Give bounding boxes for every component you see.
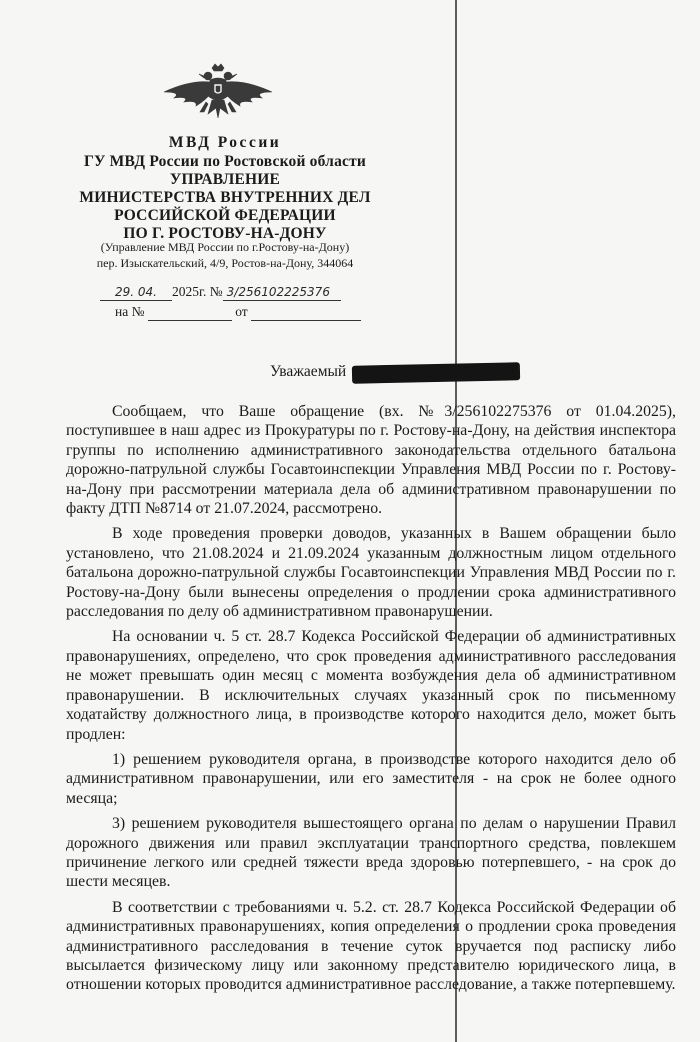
header-line-short-name: (Управление МВД России по г.Ростову-на-Дону) (100, 240, 350, 254)
header-line-address: пер. Изыскательский, 4/9, Ростов-на-Дону, 344064 (96, 256, 354, 270)
reference-line (115, 304, 361, 321)
reference-from-label: от (235, 304, 248, 319)
handwritten-outgoing-number: 3/256102225376 (223, 285, 341, 301)
header-line-city: ПО Г. РОСТОВУ-НА-ДОНУ (123, 225, 327, 242)
header-line-directorate: УПРАВЛЕНИЕ (169, 171, 281, 188)
salutation-end: ! (516, 363, 522, 380)
paragraph-inspection-findings: В ходе проведения проверки доводов, указанных в Вашем обращении было установлено, что 21.08.2024 и 21.09.2024 указанным должностным лицом отдельного батальона дорожно-патрульной службы Госавтоинспекции Управления МВД России по г. Ростову-на-Дону были вынесены определения о продлении срока административного расследования по делу об административном правонарушении. (66, 525, 676, 621)
handwritten-date: 29. 04. (100, 285, 172, 301)
header-line-regional-directorate: ГУ МВД России по Ростовской области (83, 153, 367, 170)
outgoing-date-number-line (100, 284, 341, 301)
paragraph-legal-basis: На основании ч. 5 ст. 28.7 Кодекса Российской Федерации об административных правонарушениях, определено, что срок проведения административного расследования не может превышать один месяц с момента возбуждения дела об административном правонарушении. В исключительных случаях указанный срок по письменному ходатайству должностного лица, в производстве которого находится дело, может быть продлен: (66, 628, 676, 743)
redacted-name (352, 362, 520, 384)
reference-date-blank (251, 304, 361, 321)
letter-body (66, 402, 676, 1001)
salutation: Уважаемый (270, 363, 347, 380)
paragraph-extension-item-1: 1) решением руководителя органа, в производстве которого находится дело об административном правонарушении, или его заместителя - на срок не более одного месяца; (66, 750, 676, 807)
year-number-label: 2025г. № (172, 284, 223, 299)
paragraph-notification-requirement: В соответствии с требованиями ч. 5.2. ст. 28.7 Кодекса Российской Федерации об административных правонарушениях, копия определения о продлении срока проведения административного расследования в течение суток вручается под расписку либо высылается физическому лицу или законному представителю юридического лица, в отношении которых проводится административное расследование, а также потерпевшему. (66, 898, 676, 994)
double-headed-eagle-emblem-icon (160, 62, 276, 130)
header-line-ministry: МВД России (168, 134, 282, 151)
paragraph-appeal-received: Сообщаем, что Ваше обращение (вх. №3/256102275376 от 01.04.2025), поступившее в наш адрес из Прокуратуры по г. Ростову-на-Дону, на действия инспектора группы по исполнению административного законодательства отдельного батальона дорожно-патрульной службы Госавтоинспекции Управления МВД России по г. Ростову-на-Дону при рассмотрении материала дела об административном правонарушении по факту ДТП №8714 от 21.07.2024, рассмотрено. (66, 403, 676, 518)
reference-number-blank (148, 304, 232, 321)
header-line-ministry-full: МИНИСТЕРСТВА ВНУТРЕННИХ ДЕЛ (79, 189, 371, 206)
reference-number-label: на № (115, 304, 145, 319)
paragraph-extension-item-3: 3) решением руководителя вышестоящего органа по делам о нарушении Правил дорожного движения или правил эксплуатации транспортного средства, повлекшем причинение легкого или средней тяжести вреда здоровью потерпевшего, - на срок до шести месяцев. (66, 815, 676, 891)
header-line-federation: РОССИЙСКОЙ ФЕДЕРАЦИИ (114, 207, 336, 224)
